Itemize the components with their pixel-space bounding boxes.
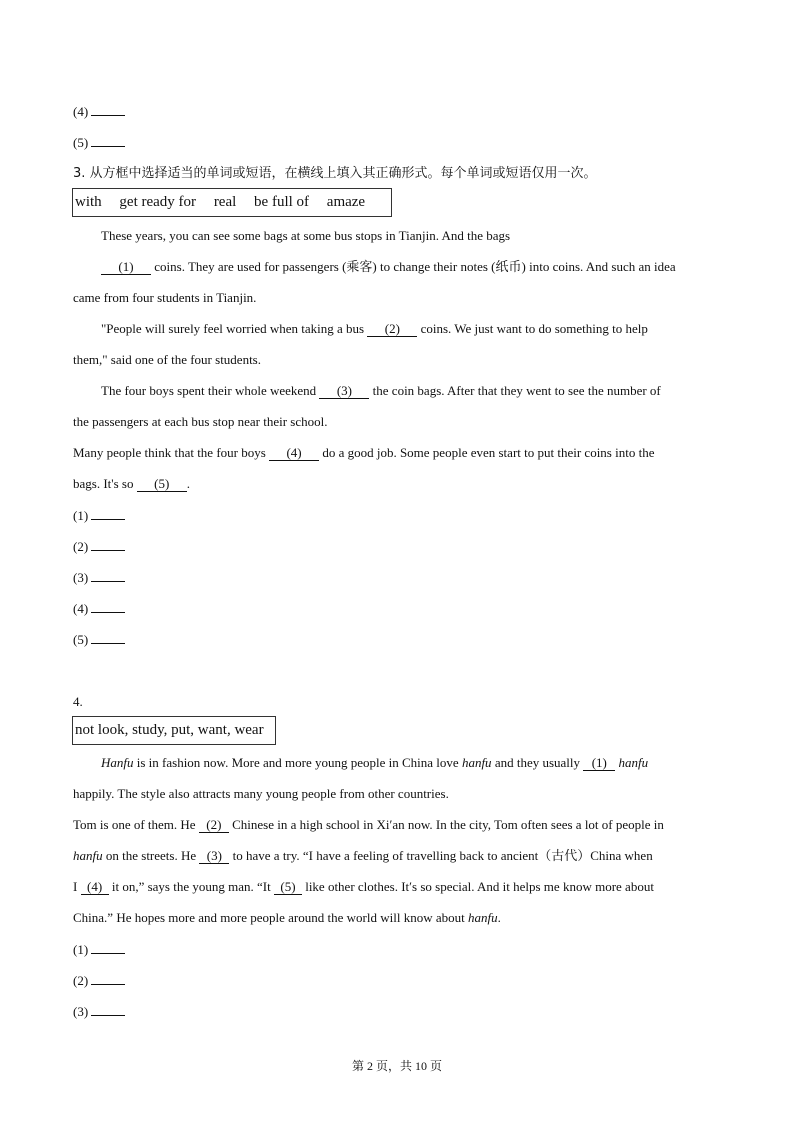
blank-4[interactable]: (4) (269, 446, 319, 461)
answer-blank[interactable] (91, 632, 125, 644)
blank-3[interactable]: (3) (319, 384, 369, 399)
word-option: real (213, 194, 237, 210)
paragraph-line: China.” He hopes more and more people around the world will know about hanfu. (73, 910, 501, 925)
answer-blank[interactable] (91, 1004, 125, 1016)
paragraph-line: (1) coins. They are used for passengers (乘客) to change their notes (纸币) into coins. And such an idea (101, 259, 676, 275)
paragraph-line: came from four students in Tianjin. (73, 290, 257, 305)
blank-4[interactable]: (4) (81, 880, 109, 895)
blank-1[interactable]: (1) (583, 756, 615, 771)
paragraph-line: happily. The style also attracts many young people from other countries. (73, 786, 449, 801)
answer-line: (1) (73, 942, 125, 958)
paragraph-line: them," said one of the four students. (73, 352, 261, 367)
paragraph-line: Hanfu is in fashion now. More and more young people in China love hanfu and they usually (1) hanfu (101, 755, 649, 770)
question-4-number: 4. (73, 694, 83, 709)
paragraph-line: the passengers at each bus stop near their school. (73, 414, 328, 429)
paragraph-line: hanfu on the streets. He (3) to have a try. “I have a feeling of travelling back to ancient（古代）China when (73, 848, 653, 863)
word-list: not look, study, put, want, wear (75, 722, 264, 738)
word-box-q3 (72, 188, 392, 217)
paragraph-line: Many people think that the four boys (4) do a good job. Some people even start to put their coins into the (73, 445, 655, 460)
word-option: amaze (326, 194, 366, 210)
answer-blank[interactable] (91, 570, 125, 582)
paragraph-line: The four boys spent their whole weekend (3) the coin bags. After that they went to see the number of (101, 383, 661, 398)
question-3-title: 3. 从方框中选择适当的单词或短语，在横线上填入其正确形式。每个单词或短语仅用一次。 (73, 166, 597, 181)
answer-line: (2) (73, 973, 125, 989)
answer-line: (4) (73, 104, 125, 120)
paragraph-line: "People will surely feel worried when taking a bus (2) coins. We just want to do something to help (101, 321, 648, 336)
blank-5[interactable]: (5) (137, 477, 187, 492)
answer-blank[interactable] (91, 104, 125, 116)
word-box-q4 (72, 716, 276, 745)
word-option: be full of (254, 194, 310, 210)
answer-blank[interactable] (91, 601, 125, 613)
answer-line: (4) (73, 601, 125, 617)
answer-line: (5) (73, 135, 125, 151)
answer-line: (3) (73, 1004, 125, 1020)
blank-5[interactable]: (5) (274, 880, 302, 895)
answer-line: (5) (73, 632, 125, 648)
answer-blank[interactable] (91, 539, 125, 551)
answer-blank[interactable] (91, 942, 125, 954)
paragraph-line: These years, you can see some bags at some bus stops in Tianjin. And the bags (101, 228, 511, 243)
paragraph-line: bags. It's so (5) . (73, 476, 190, 491)
blank-3[interactable]: (3) (199, 849, 229, 864)
answer-line: (2) (73, 539, 125, 555)
blank-2[interactable]: (2) (199, 818, 229, 833)
answer-line: (3) (73, 570, 125, 586)
paragraph-line: I (4) it on,” says the young man. “It (5) like other clothes. It′s so special. And it helps me know more about (73, 879, 654, 894)
paragraph-line: Tom is one of them. He (2) Chinese in a high school in Xi′an now. In the city, Tom often sees a lot of people in (73, 817, 664, 832)
answer-blank[interactable] (91, 973, 125, 985)
blank-1[interactable]: (1) (101, 260, 151, 275)
answer-line: (1) (73, 508, 125, 524)
answer-blank[interactable] (91, 135, 125, 147)
blank-2[interactable]: (2) (367, 322, 417, 337)
page-footer: 第 2 页，共 10 页 (351, 1059, 442, 1073)
word-option: get ready for (119, 194, 197, 210)
answer-blank[interactable] (91, 508, 125, 520)
word-option: with (75, 194, 102, 210)
